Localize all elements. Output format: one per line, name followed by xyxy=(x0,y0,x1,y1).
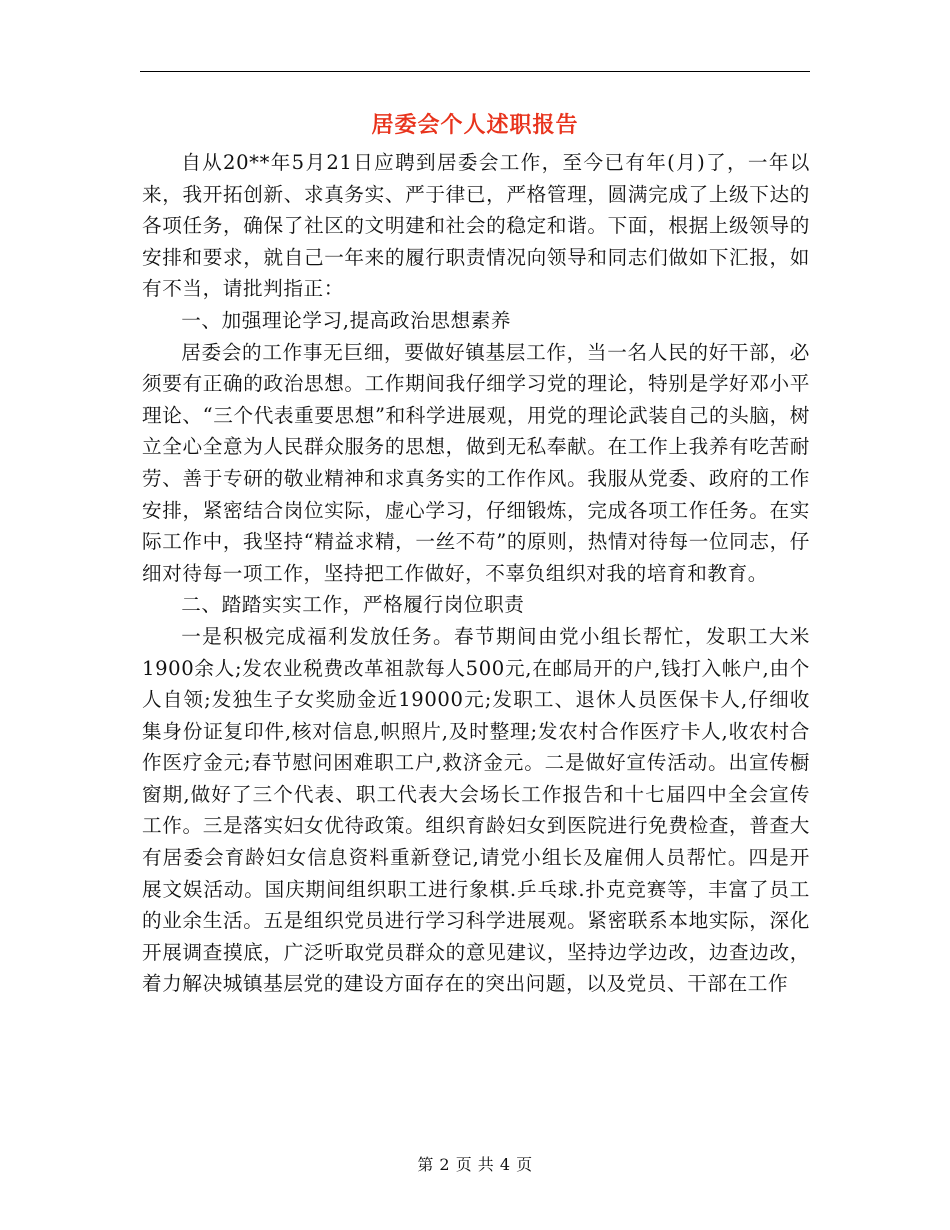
section-2-paragraph: 一是积极完成福利发放任务。春节期间由党小组长帮忙，发职工大米1900余人;发农业税费改革祖款每人500元,在邮局开的户,钱打入帐户,由个人自领;发独生子女奖励金近19000元;发职工、退休人员医保卡人,仔细收集身份证复印件,核对信息,帜照片,及时整理;发农村合作医疗卡人,收农村合作医疗金元;春节慰问困难职工户,救济金元。二是做好宣传活动。出宣传橱窗期,做好了三个代表、职工代表大会场长工作报告和十七届四中全会宣传工作。三是落实妇女优待政策。组织育龄妇女到医院进行免费检查，普查大有居委会育龄妇女信息资料重新登记,请党小组长及雇佣人员帮忙。四是开展文娱活动。国庆期间组织职工进行象棋.乒乓球.扑克竞赛等，丰富了员工的业余生活。五是组织党员进行学习科学进展观。紧密联系本地实际，深化开展调查摸底，广泛听取党员群众的意见建议，坚持边学边改，边查边改，着力解决城镇基层党的建设方面存在的突出问题，以及党员、干部在工作 xyxy=(142,624,810,996)
section-1-paragraph: 居委会的工作事无巨细，要做好镇基层工作，当一名人民的好干部，必须要有正确的政治思想。工作期间我仔细学习党的理论，特别是学好邓小平理论、“三个代表重要思想”和科学进展观，用党的理论武装自己的头脑，树立全心全意为人民群众服务的思想，做到无私奉献。在工作上我养有吃苦耐劳、善于专研的敬业精神和求真务实的工作作风。我服从党委、政府的工作安排，紧密结合岗位实际，虚心学习，仔细锻炼，完成各项工作任务。在实际工作中，我坚持“精益求精，一丝不苟”的原则，热情对待每一位同志，仔细对待每一项工作，坚持把工作做好，不辜负组织对我的培育和教育。 xyxy=(142,340,810,585)
page-number-footer: 第 2 页 共 4 页 xyxy=(417,1155,533,1174)
section-heading-1: 一、加强理论学习,提高政治思想素养 xyxy=(181,308,512,332)
header-rule xyxy=(140,71,810,72)
intro-paragraph: 自从20**年5月21日应聘到居委会工作，至今已有年(月)了，一年以来，我开拓创新、求真务实、严于律已，严格管理，圆满完成了上级下达的各项任务，确保了社区的文明建和社会的稳定和谐。下面，根据上级领导的安排和要求，就自己一年来的履行职责情况向领导和同志们做如下汇报，如有不当，请批判指正： xyxy=(142,151,810,301)
document-title: 居委会个人述职报告 xyxy=(371,112,579,138)
section-heading-2: 二、踏踏实实工作，严格履行岗位职责 xyxy=(181,593,525,617)
document-body xyxy=(142,147,810,1000)
